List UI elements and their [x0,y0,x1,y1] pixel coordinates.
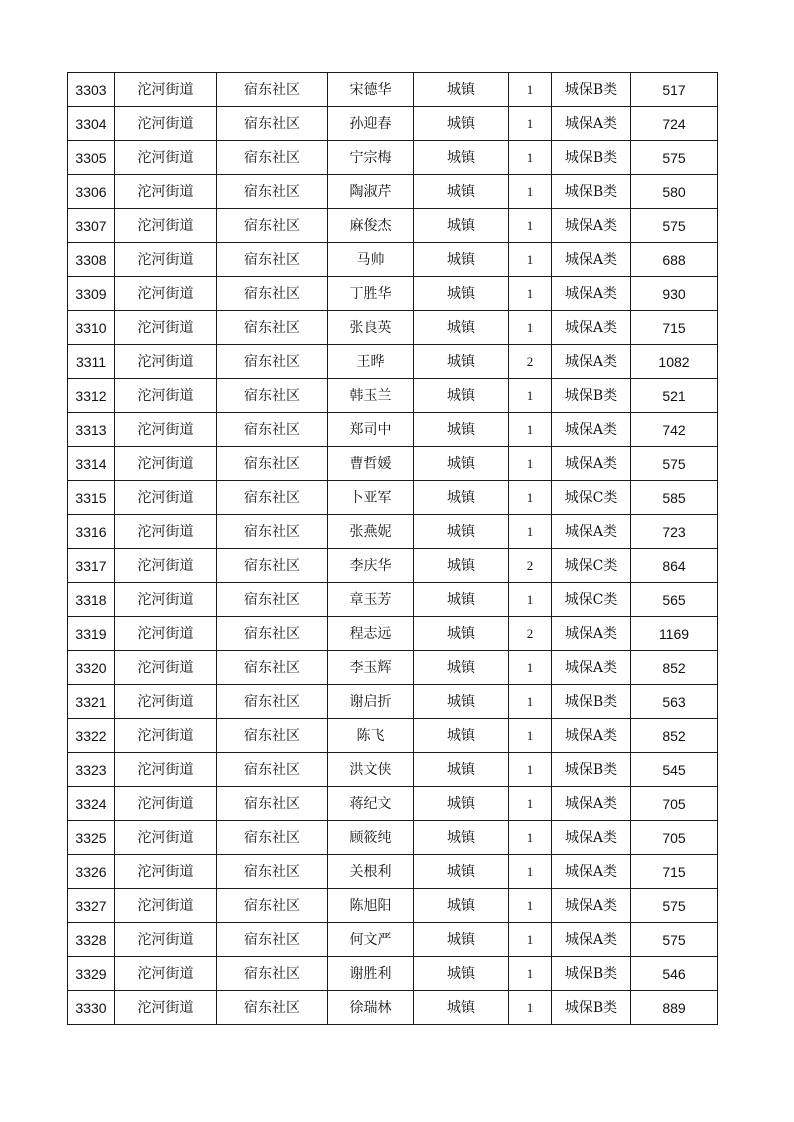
table-row [68,583,718,617]
row-id-cell: 3316 [68,515,115,549]
amount-cell: 705 [631,787,718,821]
row-id-cell: 3305 [68,141,115,175]
area-cell: 城镇 [414,923,509,957]
community-cell: 宿东社区 [217,209,328,243]
name-cell: 徐瑞林 [328,991,414,1025]
category-cell: 城保A类 [552,923,631,957]
amount-cell: 517 [631,73,718,107]
household-size-cell: 2 [509,617,552,651]
community-cell: 宿东社区 [217,379,328,413]
category-cell: 城保B类 [552,73,631,107]
name-cell: 麻俊杰 [328,209,414,243]
area-cell: 城镇 [414,821,509,855]
name-cell: 谢胜利 [328,957,414,991]
area-cell: 城镇 [414,481,509,515]
category-cell: 城保A类 [552,243,631,277]
street-cell: 沱河街道 [115,243,217,277]
amount-cell: 545 [631,753,718,787]
household-size-cell: 1 [509,515,552,549]
row-id-cell: 3314 [68,447,115,481]
area-cell: 城镇 [414,719,509,753]
row-id-cell: 3328 [68,923,115,957]
category-cell: 城保B类 [552,991,631,1025]
household-size-cell: 1 [509,889,552,923]
area-cell: 城镇 [414,141,509,175]
category-cell: 城保B类 [552,141,631,175]
category-cell: 城保B类 [552,753,631,787]
street-cell: 沱河街道 [115,889,217,923]
amount-cell: 546 [631,957,718,991]
row-id-cell: 3312 [68,379,115,413]
community-cell: 宿东社区 [217,583,328,617]
street-cell: 沱河街道 [115,277,217,311]
community-cell: 宿东社区 [217,685,328,719]
category-cell: 城保A类 [552,515,631,549]
name-cell: 宁宗梅 [328,141,414,175]
street-cell: 沱河街道 [115,379,217,413]
community-cell: 宿东社区 [217,651,328,685]
street-cell: 沱河街道 [115,685,217,719]
household-size-cell: 2 [509,345,552,379]
row-id-cell: 3304 [68,107,115,141]
table-row [68,345,718,379]
row-id-cell: 3315 [68,481,115,515]
row-id-cell: 3319 [68,617,115,651]
community-cell: 宿东社区 [217,617,328,651]
row-id-cell: 3307 [68,209,115,243]
name-cell: 王晔 [328,345,414,379]
amount-cell: 575 [631,889,718,923]
household-size-cell: 1 [509,991,552,1025]
row-id-cell: 3327 [68,889,115,923]
area-cell: 城镇 [414,175,509,209]
area-cell: 城镇 [414,277,509,311]
row-id-cell: 3308 [68,243,115,277]
community-cell: 宿东社区 [217,991,328,1025]
street-cell: 沱河街道 [115,821,217,855]
category-cell: 城保A类 [552,889,631,923]
table-row [68,107,718,141]
community-cell: 宿东社区 [217,447,328,481]
street-cell: 沱河街道 [115,753,217,787]
table-row [68,515,718,549]
table-row [68,991,718,1025]
amount-cell: 575 [631,209,718,243]
table-row [68,73,718,107]
table-row [68,651,718,685]
category-cell: 城保A类 [552,209,631,243]
category-cell: 城保A类 [552,447,631,481]
street-cell: 沱河街道 [115,549,217,583]
street-cell: 沱河街道 [115,855,217,889]
street-cell: 沱河街道 [115,209,217,243]
community-cell: 宿东社区 [217,719,328,753]
row-id-cell: 3306 [68,175,115,209]
table-row [68,719,718,753]
table-row [68,311,718,345]
name-cell: 洪文侠 [328,753,414,787]
table-row [68,481,718,515]
amount-cell: 715 [631,855,718,889]
area-cell: 城镇 [414,311,509,345]
street-cell: 沱河街道 [115,923,217,957]
amount-cell: 864 [631,549,718,583]
community-cell: 宿东社区 [217,311,328,345]
area-cell: 城镇 [414,685,509,719]
name-cell: 韩玉兰 [328,379,414,413]
amount-cell: 930 [631,277,718,311]
household-size-cell: 1 [509,277,552,311]
amount-cell: 521 [631,379,718,413]
household-size-cell: 1 [509,685,552,719]
row-id-cell: 3329 [68,957,115,991]
table-row [68,379,718,413]
category-cell: 城保C类 [552,549,631,583]
area-cell: 城镇 [414,991,509,1025]
name-cell: 马帅 [328,243,414,277]
street-cell: 沱河街道 [115,787,217,821]
table-row [68,957,718,991]
household-size-cell: 1 [509,923,552,957]
amount-cell: 1082 [631,345,718,379]
community-cell: 宿东社区 [217,957,328,991]
area-cell: 城镇 [414,379,509,413]
street-cell: 沱河街道 [115,583,217,617]
community-cell: 宿东社区 [217,345,328,379]
household-size-cell: 1 [509,107,552,141]
table-row [68,787,718,821]
category-cell: 城保A类 [552,821,631,855]
name-cell: 章玉芳 [328,583,414,617]
area-cell: 城镇 [414,345,509,379]
area-cell: 城镇 [414,787,509,821]
row-id-cell: 3323 [68,753,115,787]
street-cell: 沱河街道 [115,447,217,481]
name-cell: 张良英 [328,311,414,345]
category-cell: 城保A类 [552,617,631,651]
street-cell: 沱河街道 [115,957,217,991]
area-cell: 城镇 [414,889,509,923]
category-cell: 城保B类 [552,685,631,719]
name-cell: 蒋纪文 [328,787,414,821]
category-cell: 城保A类 [552,719,631,753]
area-cell: 城镇 [414,651,509,685]
household-size-cell: 1 [509,481,552,515]
community-cell: 宿东社区 [217,821,328,855]
amount-cell: 575 [631,923,718,957]
category-cell: 城保A类 [552,651,631,685]
category-cell: 城保A类 [552,277,631,311]
community-cell: 宿东社区 [217,277,328,311]
community-cell: 宿东社区 [217,515,328,549]
amount-cell: 742 [631,413,718,447]
category-cell: 城保C类 [552,481,631,515]
table-row [68,141,718,175]
name-cell: 谢启折 [328,685,414,719]
household-size-cell: 1 [509,957,552,991]
name-cell: 宋德华 [328,73,414,107]
name-cell: 丁胜华 [328,277,414,311]
household-size-cell: 1 [509,787,552,821]
name-cell: 何文严 [328,923,414,957]
table-row [68,821,718,855]
community-cell: 宿东社区 [217,787,328,821]
area-cell: 城镇 [414,413,509,447]
household-size-cell: 1 [509,821,552,855]
street-cell: 沱河街道 [115,719,217,753]
community-cell: 宿东社区 [217,923,328,957]
community-cell: 宿东社区 [217,243,328,277]
category-cell: 城保B类 [552,175,631,209]
amount-cell: 575 [631,447,718,481]
community-cell: 宿东社区 [217,549,328,583]
area-cell: 城镇 [414,447,509,481]
table-row [68,277,718,311]
amount-cell: 688 [631,243,718,277]
row-id-cell: 3318 [68,583,115,617]
area-cell: 城镇 [414,73,509,107]
category-cell: 城保A类 [552,413,631,447]
amount-cell: 852 [631,651,718,685]
table-row [68,855,718,889]
row-id-cell: 3330 [68,991,115,1025]
amount-cell: 563 [631,685,718,719]
area-cell: 城镇 [414,549,509,583]
community-cell: 宿东社区 [217,481,328,515]
row-id-cell: 3317 [68,549,115,583]
street-cell: 沱河街道 [115,345,217,379]
street-cell: 沱河街道 [115,107,217,141]
category-cell: 城保C类 [552,583,631,617]
community-cell: 宿东社区 [217,175,328,209]
name-cell: 李庆华 [328,549,414,583]
amount-cell: 852 [631,719,718,753]
category-cell: 城保A类 [552,855,631,889]
name-cell: 曹哲媛 [328,447,414,481]
amount-cell: 585 [631,481,718,515]
street-cell: 沱河街道 [115,651,217,685]
table-row [68,175,718,209]
household-size-cell: 1 [509,651,552,685]
community-cell: 宿东社区 [217,141,328,175]
table-row [68,753,718,787]
category-cell: 城保A类 [552,787,631,821]
table-row [68,889,718,923]
household-size-cell: 1 [509,243,552,277]
table-row [68,617,718,651]
name-cell: 李玉辉 [328,651,414,685]
amount-cell: 705 [631,821,718,855]
category-cell: 城保A类 [552,345,631,379]
street-cell: 沱河街道 [115,515,217,549]
row-id-cell: 3321 [68,685,115,719]
row-id-cell: 3311 [68,345,115,379]
household-size-cell: 1 [509,175,552,209]
name-cell: 孙迎春 [328,107,414,141]
name-cell: 关根利 [328,855,414,889]
name-cell: 张燕妮 [328,515,414,549]
street-cell: 沱河街道 [115,617,217,651]
area-cell: 城镇 [414,583,509,617]
area-cell: 城镇 [414,617,509,651]
household-size-cell: 1 [509,855,552,889]
row-id-cell: 3310 [68,311,115,345]
row-id-cell: 3325 [68,821,115,855]
table-body [68,73,718,1025]
community-cell: 宿东社区 [217,107,328,141]
category-cell: 城保A类 [552,107,631,141]
amount-cell: 575 [631,141,718,175]
household-size-cell: 1 [509,311,552,345]
area-cell: 城镇 [414,107,509,141]
street-cell: 沱河街道 [115,991,217,1025]
amount-cell: 1169 [631,617,718,651]
table-row [68,447,718,481]
name-cell: 郑司中 [328,413,414,447]
name-cell: 陈飞 [328,719,414,753]
row-id-cell: 3322 [68,719,115,753]
name-cell: 陶淑芹 [328,175,414,209]
row-id-cell: 3313 [68,413,115,447]
table-row [68,243,718,277]
household-size-cell: 1 [509,413,552,447]
street-cell: 沱河街道 [115,413,217,447]
amount-cell: 580 [631,175,718,209]
row-id-cell: 3309 [68,277,115,311]
street-cell: 沱河街道 [115,175,217,209]
row-id-cell: 3303 [68,73,115,107]
area-cell: 城镇 [414,753,509,787]
amount-cell: 724 [631,107,718,141]
community-cell: 宿东社区 [217,889,328,923]
assistance-roster-table [67,72,718,1025]
area-cell: 城镇 [414,243,509,277]
street-cell: 沱河街道 [115,311,217,345]
name-cell: 程志远 [328,617,414,651]
community-cell: 宿东社区 [217,73,328,107]
area-cell: 城镇 [414,855,509,889]
community-cell: 宿东社区 [217,753,328,787]
household-size-cell: 1 [509,719,552,753]
table-row [68,685,718,719]
street-cell: 沱河街道 [115,73,217,107]
household-size-cell: 1 [509,209,552,243]
household-size-cell: 1 [509,583,552,617]
household-size-cell: 1 [509,379,552,413]
row-id-cell: 3326 [68,855,115,889]
household-size-cell: 2 [509,549,552,583]
category-cell: 城保B类 [552,379,631,413]
amount-cell: 565 [631,583,718,617]
table-row [68,209,718,243]
name-cell: 卜亚军 [328,481,414,515]
table-row [68,923,718,957]
category-cell: 城保B类 [552,957,631,991]
household-size-cell: 1 [509,141,552,175]
row-id-cell: 3324 [68,787,115,821]
area-cell: 城镇 [414,957,509,991]
community-cell: 宿东社区 [217,413,328,447]
name-cell: 陈旭阳 [328,889,414,923]
area-cell: 城镇 [414,209,509,243]
household-size-cell: 1 [509,447,552,481]
name-cell: 顾筱纯 [328,821,414,855]
community-cell: 宿东社区 [217,855,328,889]
street-cell: 沱河街道 [115,481,217,515]
category-cell: 城保A类 [552,311,631,345]
household-size-cell: 1 [509,73,552,107]
table-row [68,413,718,447]
amount-cell: 723 [631,515,718,549]
table-row [68,549,718,583]
amount-cell: 715 [631,311,718,345]
street-cell: 沱河街道 [115,141,217,175]
amount-cell: 889 [631,991,718,1025]
area-cell: 城镇 [414,515,509,549]
household-size-cell: 1 [509,753,552,787]
row-id-cell: 3320 [68,651,115,685]
